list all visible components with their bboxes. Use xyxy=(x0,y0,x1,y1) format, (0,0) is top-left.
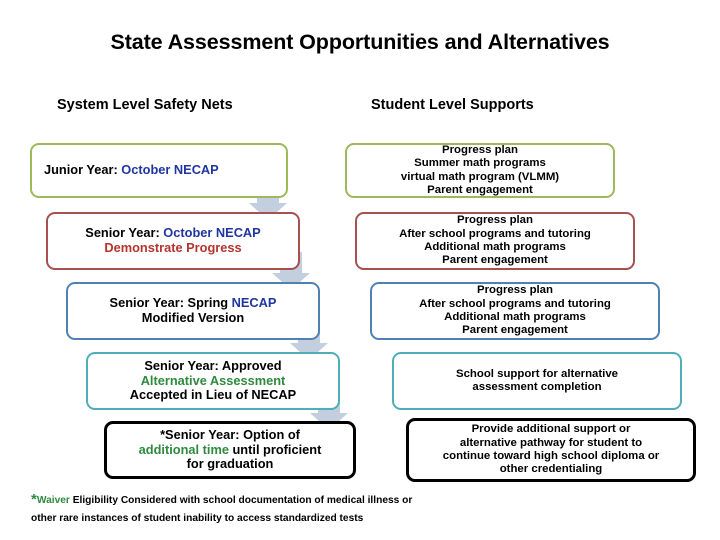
left-box-senior-year-spring-necap[interactable] xyxy=(66,282,320,340)
right-box-provide-additional-support[interactable] xyxy=(406,418,696,482)
box-text: Additional math programs xyxy=(444,311,586,323)
column-header-system-level-safety-nets: System Level Safety Nets xyxy=(57,97,233,113)
box-text: *Senior Year: Option of xyxy=(160,426,300,442)
right-box-junior-year-supports[interactable] xyxy=(345,143,615,198)
box-text: Demonstrate Progress xyxy=(104,240,242,255)
box-text: Senior Year: Approved xyxy=(144,357,282,373)
page-title: State Assessment Opportunities and Alternatives xyxy=(110,30,610,54)
footnote-line2: other rare instances of student inability to access standardized tests xyxy=(31,513,364,525)
column-header-student-level-supports: Student Level Supports xyxy=(371,97,534,113)
left-box-junior-year[interactable] xyxy=(30,143,288,198)
box-text: until proficient xyxy=(228,441,322,457)
box-text: NECAP xyxy=(231,295,277,311)
box-text: other credentialing xyxy=(499,463,603,476)
box-text: for graduation xyxy=(186,456,274,472)
box-text: virtual math program (VLMM) xyxy=(400,170,560,183)
box-text: Summer math programs xyxy=(414,157,546,170)
box-text: School support for alternative xyxy=(455,367,619,380)
box-text: Parent engagement xyxy=(442,254,548,267)
box-text: Accepted in Lieu of NECAP xyxy=(129,387,297,403)
box-text: Parent engagement xyxy=(427,183,533,196)
box-text: Senior Year: Spring xyxy=(109,295,232,311)
box-text: After school programs and tutoring xyxy=(419,297,611,310)
right-box-senior-spring-supports[interactable] xyxy=(370,282,660,340)
right-box-school-support-alternative[interactable] xyxy=(392,352,682,410)
left-box-senior-year-october-necap[interactable] xyxy=(46,212,300,270)
box-text: Parent engagement xyxy=(462,324,568,337)
box-text: Progress plan xyxy=(442,143,518,156)
footnote-line1: Eligibility Considered with school documentation of medical illness or xyxy=(69,495,413,506)
footnote-asterisk: * xyxy=(31,491,37,508)
box-text: alternative pathway for student to xyxy=(459,436,643,449)
footnote xyxy=(31,488,501,527)
box-text: Junior Year: xyxy=(44,162,122,178)
box-text: October NECAP xyxy=(163,225,261,241)
box-text: October NECAP xyxy=(121,162,219,178)
left-box-option-additional-time[interactable] xyxy=(104,421,356,479)
box-text: Progress plan xyxy=(477,284,553,297)
box-text: Progress plan xyxy=(457,214,533,227)
box-text: Modified Version xyxy=(141,310,245,325)
box-text: Additional math programs xyxy=(424,241,566,253)
box-text: assessment completion xyxy=(472,381,602,393)
footnote-waiver-word: Waiver xyxy=(36,495,70,506)
box-text: additional time xyxy=(138,441,229,457)
left-box-approved-alternative-assessment[interactable] xyxy=(86,352,340,410)
box-text: Alternative Assessment xyxy=(140,372,286,388)
box-text: continue toward high school diploma or xyxy=(442,450,660,462)
box-text: Senior Year: xyxy=(85,225,164,241)
box-text: Provide additional support or xyxy=(471,423,631,436)
right-box-senior-october-supports[interactable] xyxy=(355,212,635,270)
box-text: After school programs and tutoring xyxy=(399,227,591,240)
